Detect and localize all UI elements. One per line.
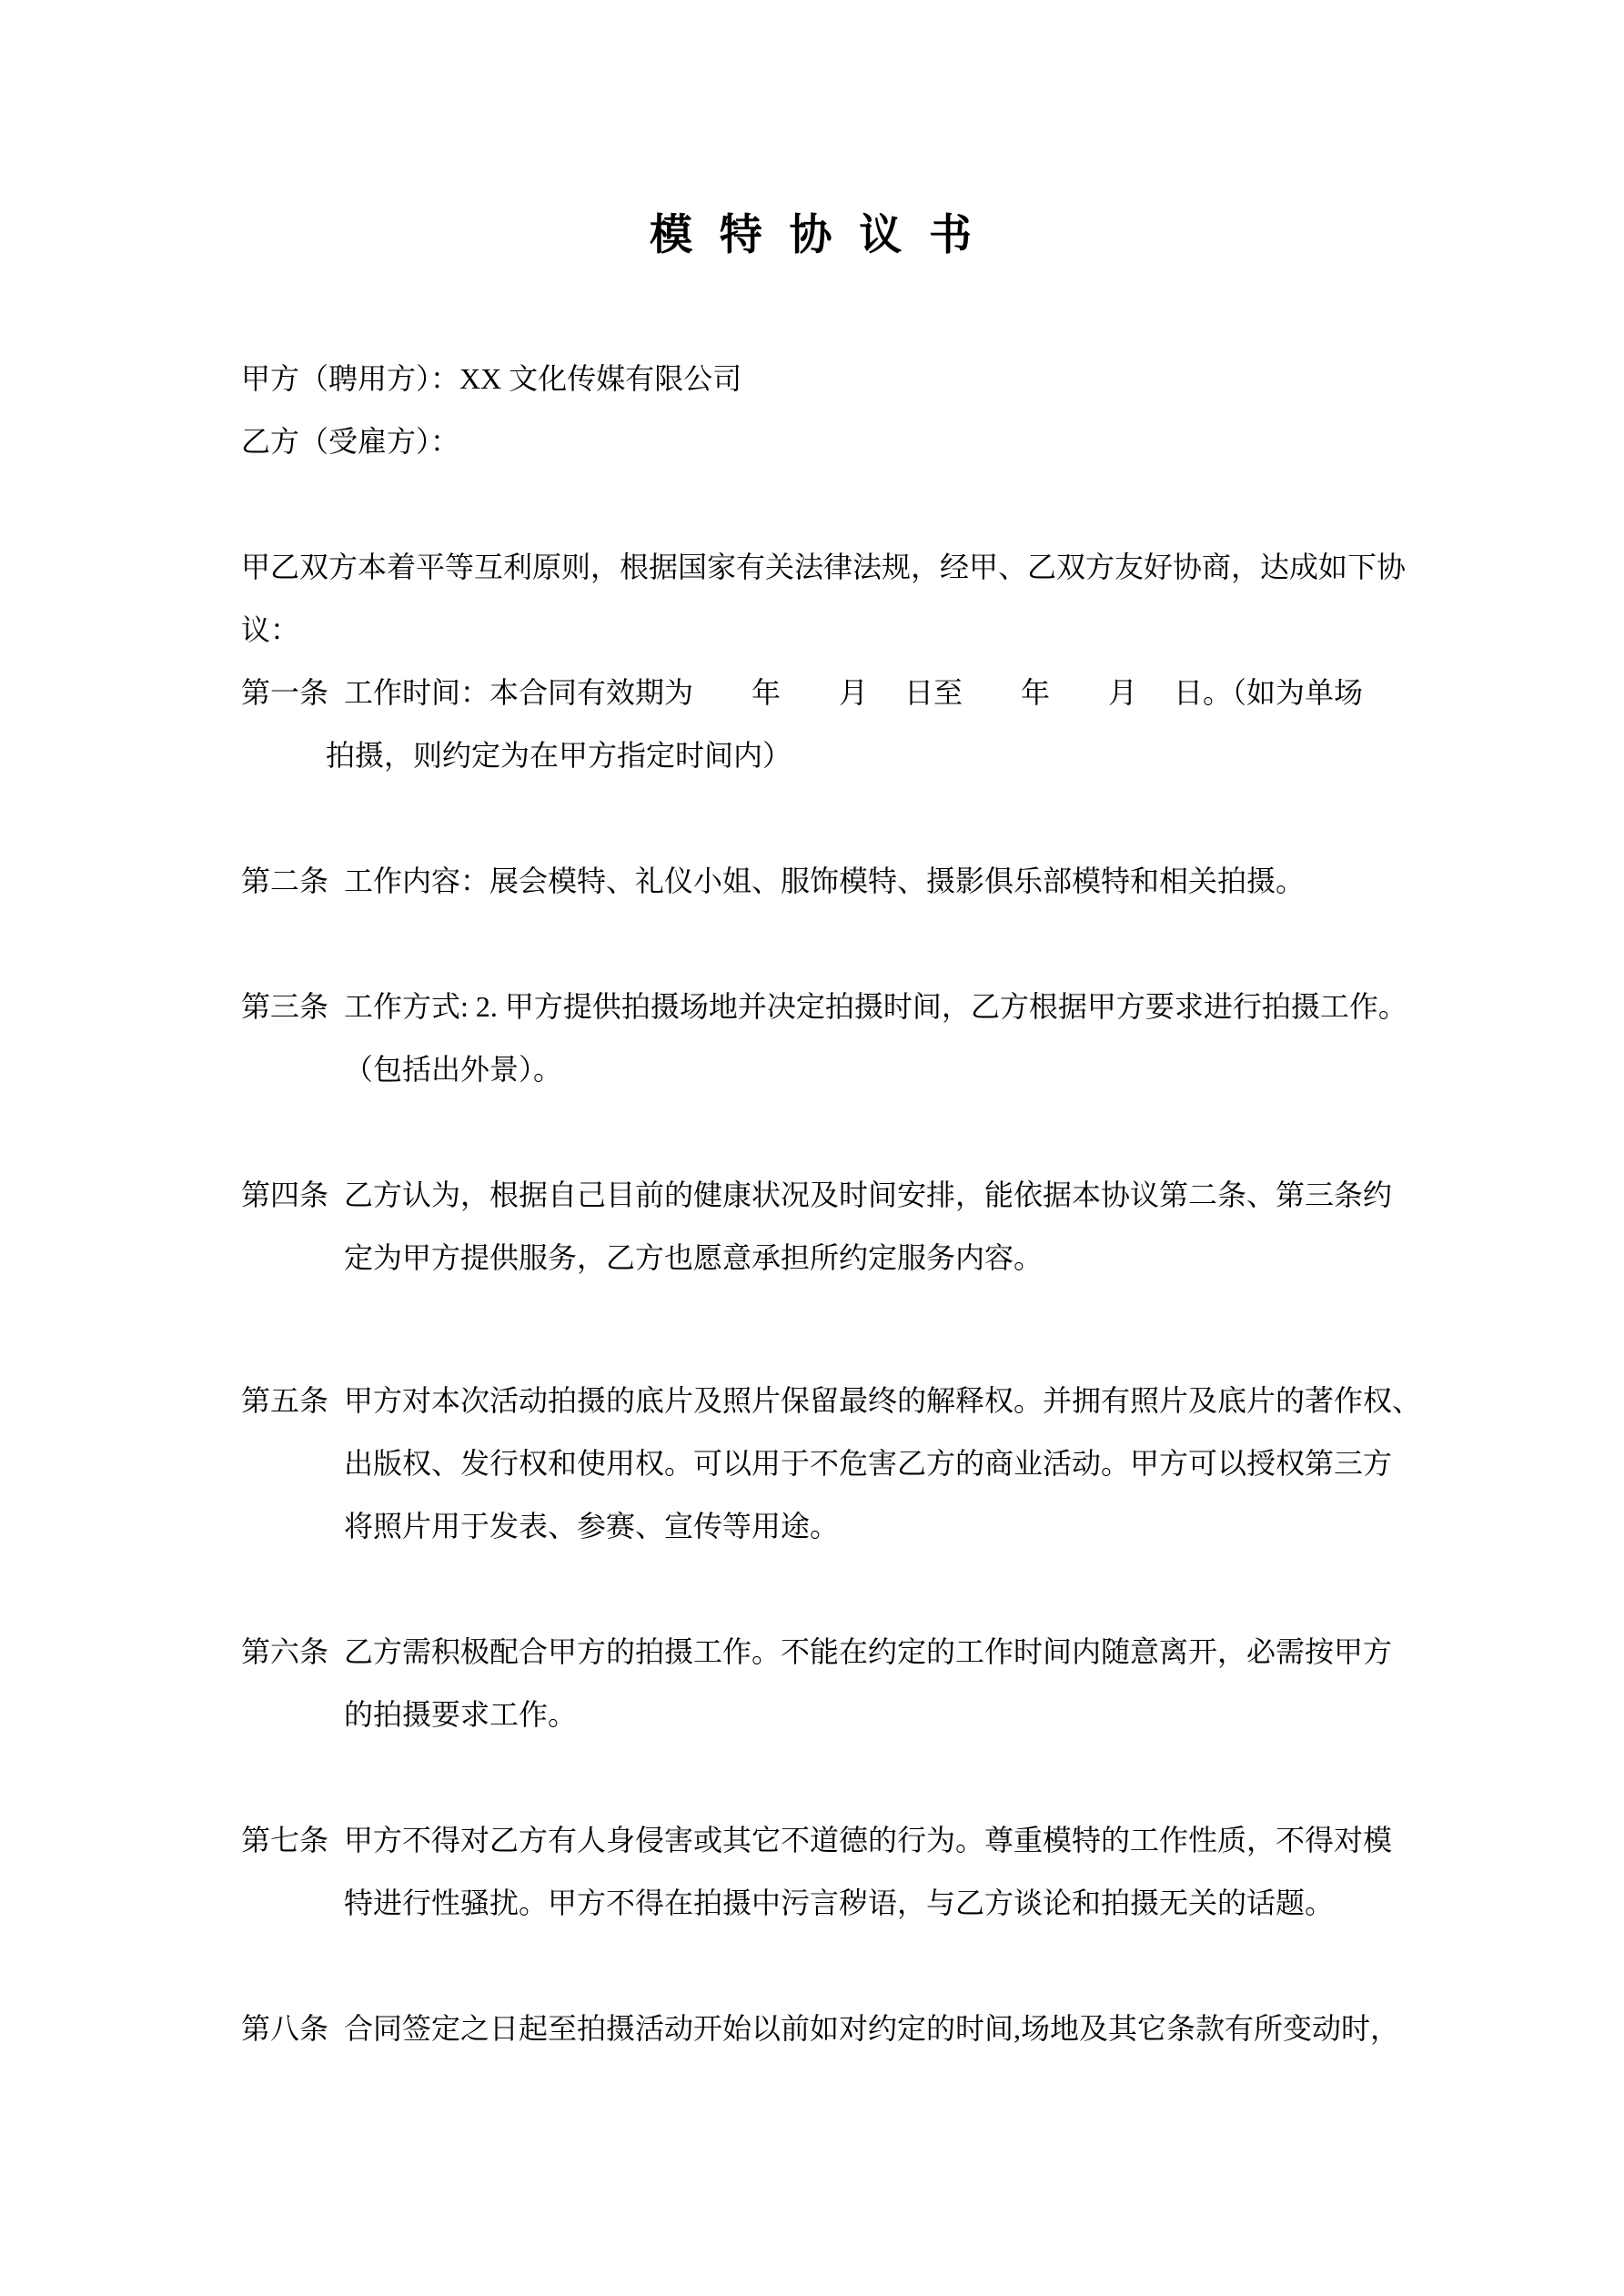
parties-block <box>241 348 1415 473</box>
article-8-label: 第八条 <box>241 2012 329 2045</box>
article-5-label: 第五条 <box>241 1384 329 1417</box>
document-body <box>241 348 1422 2060</box>
article-1-text-1: 工作时间：本合同有效期为 年 月 日至 年 月 日。（如为单场 <box>344 676 1364 709</box>
article-6-line-2: 的拍摄要求工作。 <box>344 1698 578 1731</box>
article-8 <box>241 1998 1415 2060</box>
article-7-line-2: 特进行性骚扰。甲方不得在拍摄中污言秽语，与乙方谈论和拍摄无关的话题。 <box>344 1886 1335 1919</box>
article-7 <box>241 1809 1415 1935</box>
article-7-text-1: 甲方不得对乙方有人身侵害或其它不道德的行为。尊重模特的工作性质，不得对模 <box>344 1824 1393 1856</box>
article-1-line-1 <box>241 662 1415 724</box>
article-4-line-2: 定为甲方提供服务，乙方也愿意承担所约定服务内容。 <box>344 1241 1044 1274</box>
article-5-text-1: 甲方对本次活动拍摄的底片及照片保留最终的解释权。并拥有照片及底片的著作权、 <box>344 1384 1422 1417</box>
article-4-line-1 <box>241 1164 1415 1227</box>
party-b-line: 乙方（受雇方）： <box>241 425 460 458</box>
article-3-line-1 <box>241 976 1415 1038</box>
article-6 <box>241 1621 1415 1746</box>
article-5-line-2: 出版权、发行权和使用权。可以用于不危害乙方的商业活动。甲方可以授权第三方 <box>344 1447 1393 1480</box>
preamble-line-1: 甲乙双方本着平等互利原则，根据国家有关法律法规，经甲、乙双方友好协商，达成如下协 <box>241 551 1407 583</box>
article-7-label: 第七条 <box>241 1824 329 1856</box>
article-8-text-1: 合同签定之日起至拍摄活动开始以前如对约定的时间,场地及其它条款有所变动时， <box>344 2012 1400 2045</box>
preamble-line-2: 议： <box>241 613 300 646</box>
article-2-label: 第二条 <box>241 865 329 897</box>
article-3-text-1: 工作方式: 2. 甲方提供拍摄场地并决定拍摄时间，乙方根据甲方要求进行拍摄工作。 <box>344 990 1407 1023</box>
preamble-block <box>241 536 1415 662</box>
article-5-line-1 <box>241 1370 1422 1432</box>
article-4-label: 第四条 <box>241 1178 329 1211</box>
article-2-line-1 <box>241 850 1415 913</box>
article-1 <box>241 662 1415 787</box>
article-4-text-1: 乙方认为，根据自己目前的健康状况及时间安排，能依据本协议第二条、第三条约 <box>344 1178 1393 1211</box>
article-3 <box>241 976 1415 1101</box>
article-2 <box>241 850 1415 913</box>
article-8-line-1 <box>241 1998 1415 2060</box>
article-7-line-1 <box>241 1809 1415 1872</box>
article-4 <box>241 1164 1415 1290</box>
article-5-line-3: 将照片用于发表、参赛、宣传等用途。 <box>344 1510 840 1542</box>
article-5 <box>241 1370 1422 1558</box>
article-1-label: 第一条 <box>241 676 329 709</box>
document-title: 模 特 协 议 书 <box>650 212 974 259</box>
article-3-label: 第三条 <box>241 990 329 1023</box>
article-6-line-1 <box>241 1621 1415 1684</box>
article-3-line-2: （包括出外景）。 <box>344 1053 563 1086</box>
article-6-label: 第六条 <box>241 1635 329 1668</box>
article-1-line-2: 拍摄，则约定为在甲方指定时间内） <box>326 739 792 772</box>
article-6-text-1: 乙方需积极配合甲方的拍摄工作。不能在约定的工作时间内随意离开，必需按甲方 <box>344 1635 1393 1668</box>
article-2-text-1: 工作内容：展会模特、礼仪小姐、服饰模特、摄影俱乐部模特和相关拍摄。 <box>344 865 1306 897</box>
party-a-line: 甲方（聘用方）：XX 文化传媒有限公司 <box>241 362 742 395</box>
